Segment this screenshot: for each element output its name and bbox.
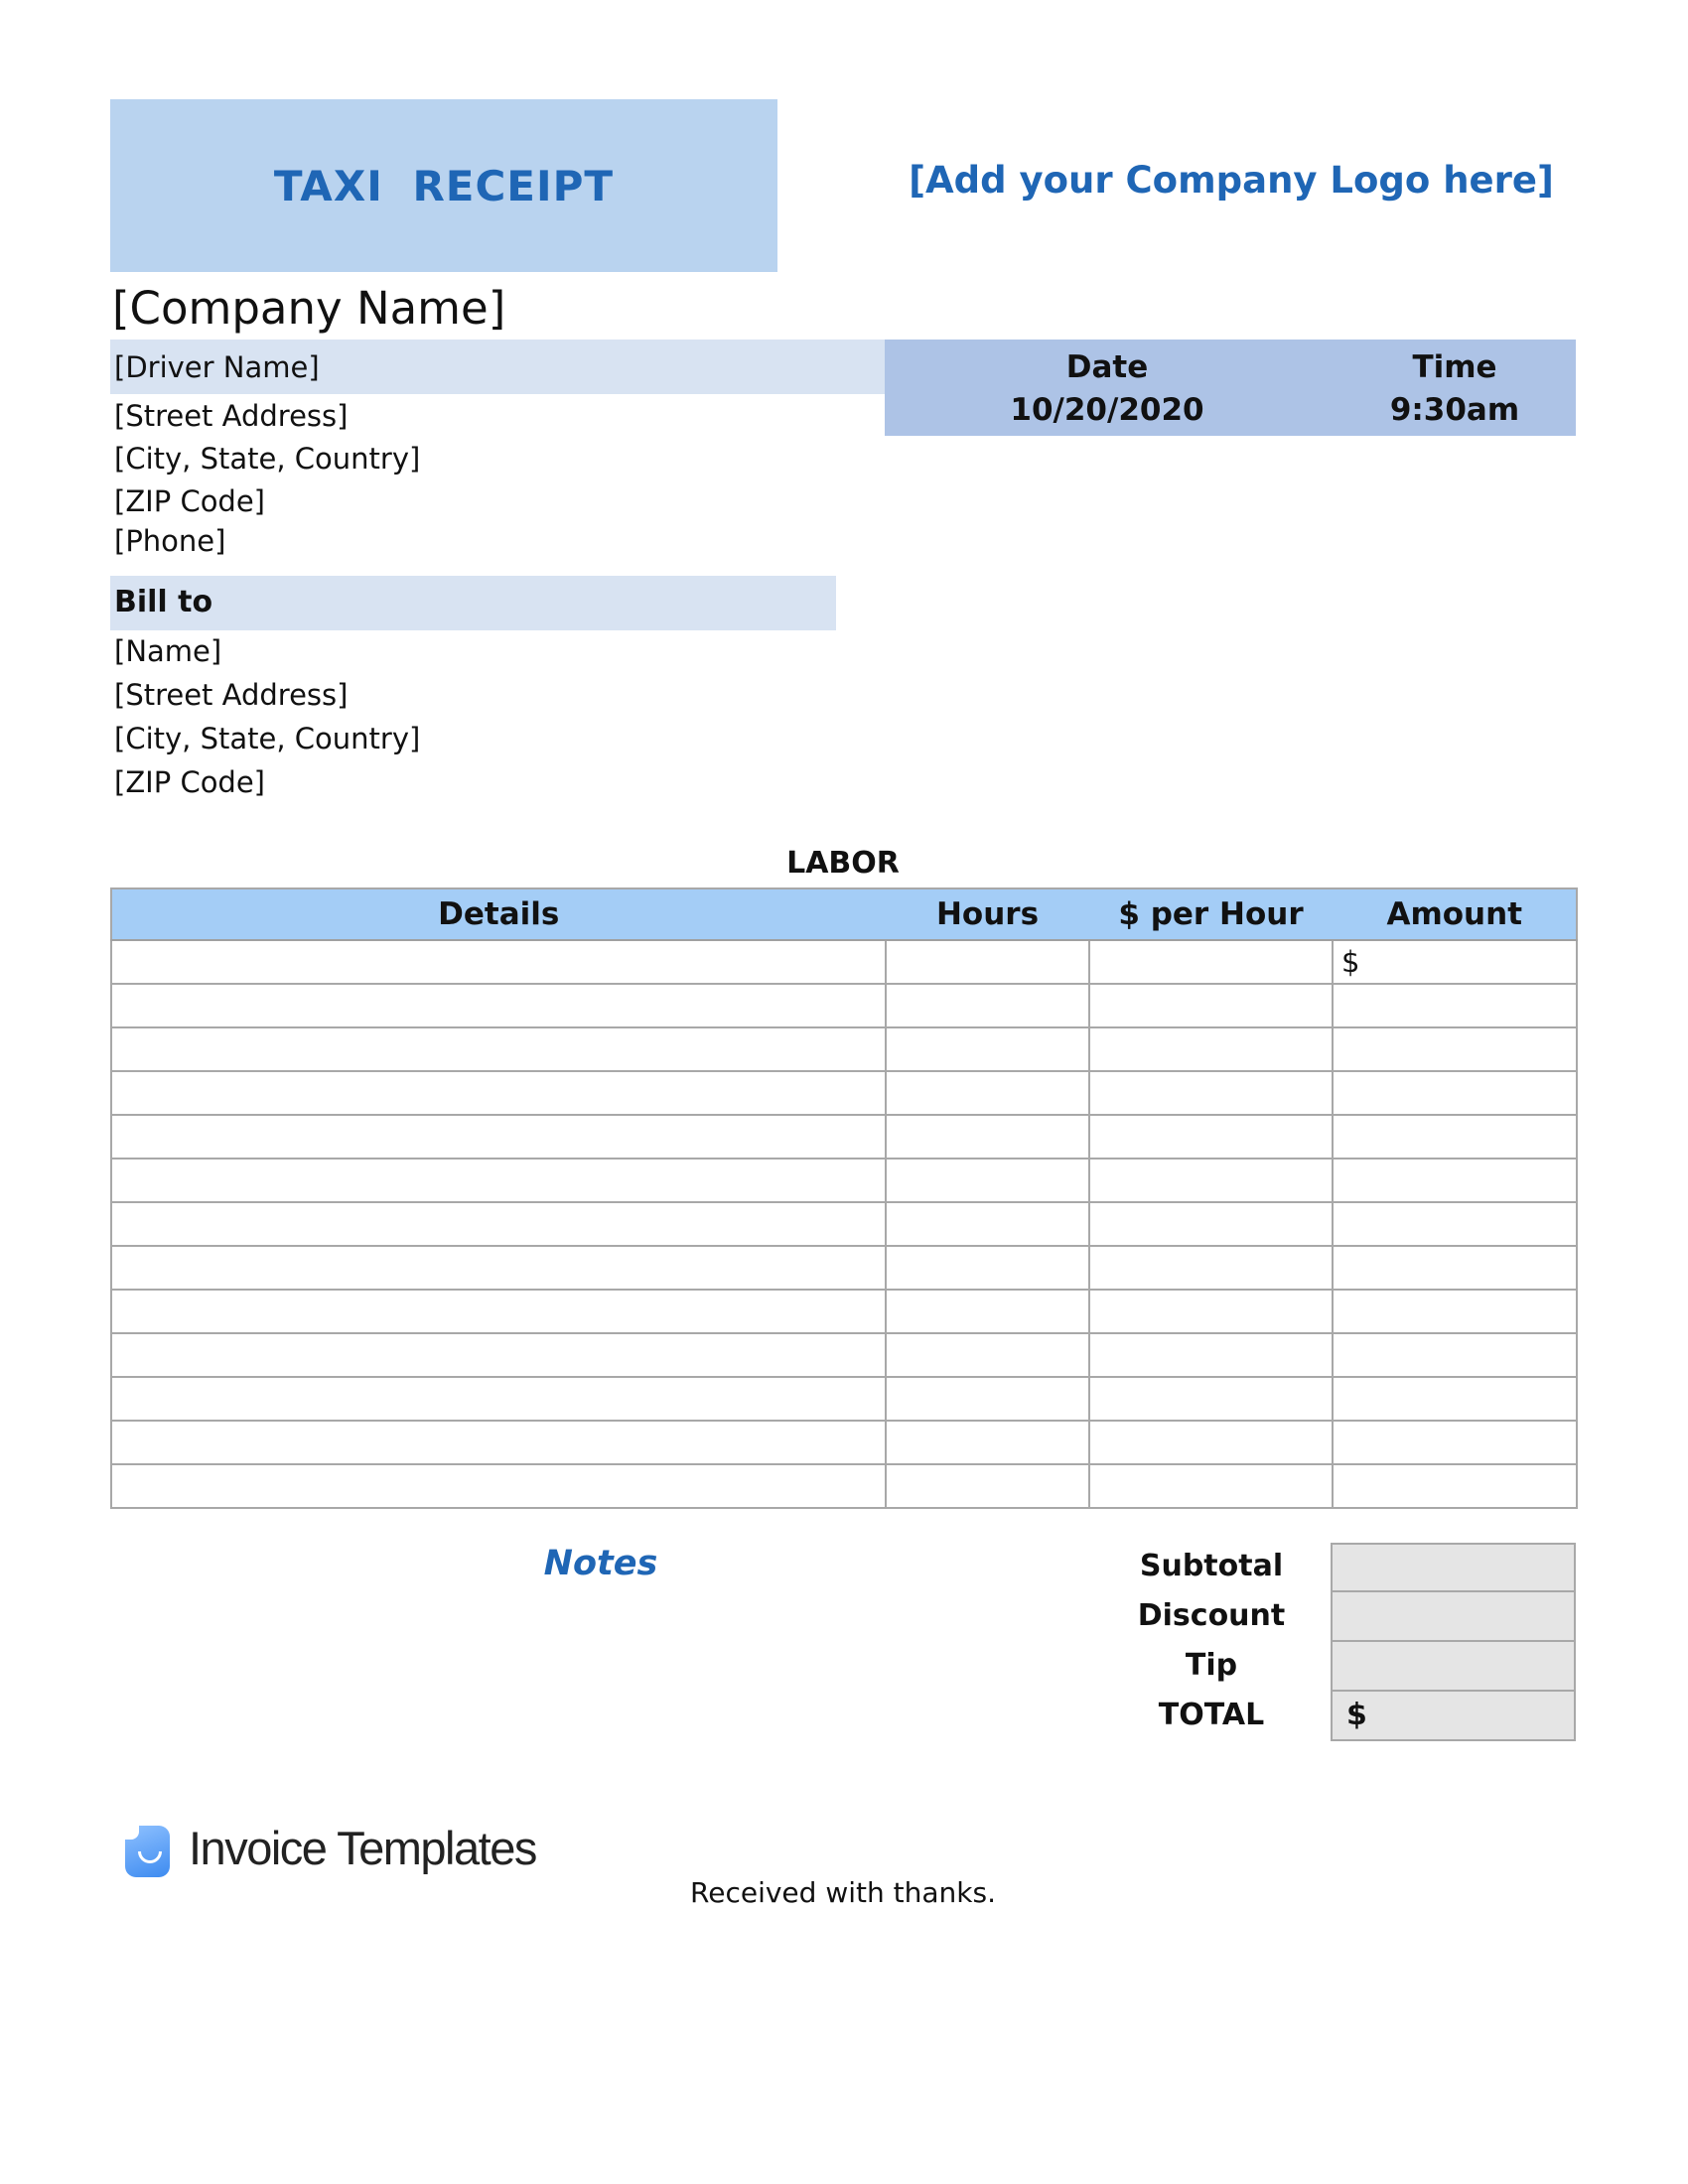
labor-cell-details[interactable]: [111, 1464, 886, 1508]
tip-field[interactable]: [1331, 1642, 1576, 1692]
labor-cell-amount[interactable]: [1333, 1027, 1577, 1071]
bill-to-label: Bill to: [114, 585, 213, 619]
labor-table: [110, 887, 1578, 1509]
driver-name: [Driver Name]: [114, 350, 320, 384]
discount-label: Discount: [1137, 1598, 1286, 1633]
labor-title: LABOR: [786, 846, 900, 881]
labor-cell-rate[interactable]: [1089, 1246, 1333, 1290]
labor-cell-details[interactable]: [111, 940, 886, 984]
labor-cell-hours[interactable]: [886, 1027, 1089, 1071]
labor-cell-amount[interactable]: [1333, 1246, 1577, 1290]
company-name: [Company Name]: [112, 282, 506, 335]
labor-cell-amount[interactable]: [1333, 1115, 1577, 1159]
total-field[interactable]: $: [1331, 1692, 1576, 1741]
labor-cell-rate[interactable]: [1089, 1421, 1333, 1464]
labor-cell-details[interactable]: [111, 984, 886, 1027]
subtotal-field[interactable]: [1331, 1543, 1576, 1592]
labor-cell-amount[interactable]: [1333, 1290, 1577, 1333]
labor-cell-hours[interactable]: [886, 1115, 1089, 1159]
labor-cell-hours[interactable]: [886, 1159, 1089, 1202]
column-header-rate: $ per Hour: [1089, 888, 1333, 940]
brand-name: Invoice Templates: [189, 1822, 536, 1874]
labor-cell-details[interactable]: [111, 1246, 886, 1290]
labor-row: [111, 1333, 1577, 1377]
labor-cell-details[interactable]: [111, 1290, 886, 1333]
labor-cell-details[interactable]: [111, 1027, 886, 1071]
labor-cell-rate[interactable]: [1089, 1333, 1333, 1377]
time-label: Time: [1412, 349, 1497, 385]
labor-cell-hours[interactable]: [886, 1202, 1089, 1246]
date-value: 10/20/2020: [1010, 392, 1204, 428]
sender-street: [Street Address]: [114, 399, 349, 433]
labor-row: [111, 1290, 1577, 1333]
labor-header-row: [111, 888, 1577, 940]
labor-cell-hours[interactable]: [886, 1421, 1089, 1464]
labor-cell-amount[interactable]: [1333, 1464, 1577, 1508]
labor-cell-rate[interactable]: [1089, 1159, 1333, 1202]
labor-cell-details[interactable]: [111, 1333, 886, 1377]
labor-row: [111, 1464, 1577, 1508]
labor-cell-hours[interactable]: [886, 1464, 1089, 1508]
discount-field[interactable]: [1331, 1592, 1576, 1642]
labor-cell-amount[interactable]: [1333, 1071, 1577, 1115]
tip-label: Tip: [1185, 1648, 1238, 1683]
client-name: [Name]: [114, 634, 222, 668]
labor-cell-rate[interactable]: [1089, 1464, 1333, 1508]
labor-cell-details[interactable]: [111, 1159, 886, 1202]
labor-cell-hours[interactable]: [886, 1333, 1089, 1377]
labor-row: [111, 940, 1577, 984]
labor-cell-amount[interactable]: [1333, 1202, 1577, 1246]
sender-city: [City, State, Country]: [114, 442, 421, 476]
labor-row: [111, 1377, 1577, 1421]
labor-row: [111, 1202, 1577, 1246]
labor-cell-hours[interactable]: [886, 984, 1089, 1027]
labor-cell-amount[interactable]: [1333, 1159, 1577, 1202]
labor-row: [111, 1027, 1577, 1071]
labor-cell-amount[interactable]: [1333, 1333, 1577, 1377]
labor-cell-hours[interactable]: [886, 1246, 1089, 1290]
column-header-details: Details: [111, 888, 886, 940]
labor-cell-rate[interactable]: [1089, 1290, 1333, 1333]
labor-cell-amount[interactable]: [1333, 1421, 1577, 1464]
labor-cell-rate[interactable]: [1089, 1027, 1333, 1071]
labor-row: [111, 1159, 1577, 1202]
labor-cell-amount[interactable]: [1333, 984, 1577, 1027]
time-value: 9:30am: [1389, 392, 1520, 428]
labor-cell-hours[interactable]: [886, 940, 1089, 984]
labor-row: [111, 1071, 1577, 1115]
sender-phone: [Phone]: [114, 524, 226, 558]
labor-cell-hours[interactable]: [886, 1290, 1089, 1333]
receipt-title: TAXI RECEIPT: [273, 161, 615, 210]
sender-zip: [ZIP Code]: [114, 484, 265, 518]
labor-cell-details[interactable]: [111, 1202, 886, 1246]
labor-cell-details[interactable]: [111, 1377, 886, 1421]
notes-label: Notes: [543, 1544, 658, 1583]
thanks-note: Received with thanks.: [690, 1876, 996, 1909]
labor-cell-rate[interactable]: [1089, 1115, 1333, 1159]
labor-cell-rate[interactable]: [1089, 1202, 1333, 1246]
invoice-templates-logo-icon: [125, 1826, 170, 1877]
client-zip: [ZIP Code]: [114, 765, 265, 799]
labor-row: [111, 1115, 1577, 1159]
labor-row: [111, 984, 1577, 1027]
labor-cell-hours[interactable]: [886, 1377, 1089, 1421]
logo-placeholder: [Add your Company Logo here]: [909, 159, 1554, 202]
subtotal-label: Subtotal: [1139, 1549, 1284, 1583]
labor-row: [111, 1421, 1577, 1464]
labor-cell-rate[interactable]: [1089, 1377, 1333, 1421]
labor-cell-details[interactable]: [111, 1421, 886, 1464]
labor-cell-details[interactable]: [111, 1071, 886, 1115]
client-city: [City, State, Country]: [114, 722, 421, 755]
column-header-amount: Amount: [1333, 888, 1577, 940]
labor-cell-details[interactable]: [111, 1115, 886, 1159]
client-street: [Street Address]: [114, 678, 349, 712]
labor-row: [111, 1246, 1577, 1290]
column-header-hours: Hours: [886, 888, 1089, 940]
labor-cell-amount[interactable]: [1333, 1377, 1577, 1421]
labor-cell-amount[interactable]: $: [1333, 940, 1577, 984]
date-label: Date: [1065, 349, 1149, 385]
labor-cell-hours[interactable]: [886, 1071, 1089, 1115]
labor-cell-rate[interactable]: [1089, 984, 1333, 1027]
labor-cell-rate[interactable]: [1089, 1071, 1333, 1115]
title-banner: [110, 99, 777, 272]
labor-cell-rate[interactable]: [1089, 940, 1333, 984]
bill-to-band: [110, 576, 836, 630]
total-label: TOTAL: [1158, 1698, 1265, 1732]
